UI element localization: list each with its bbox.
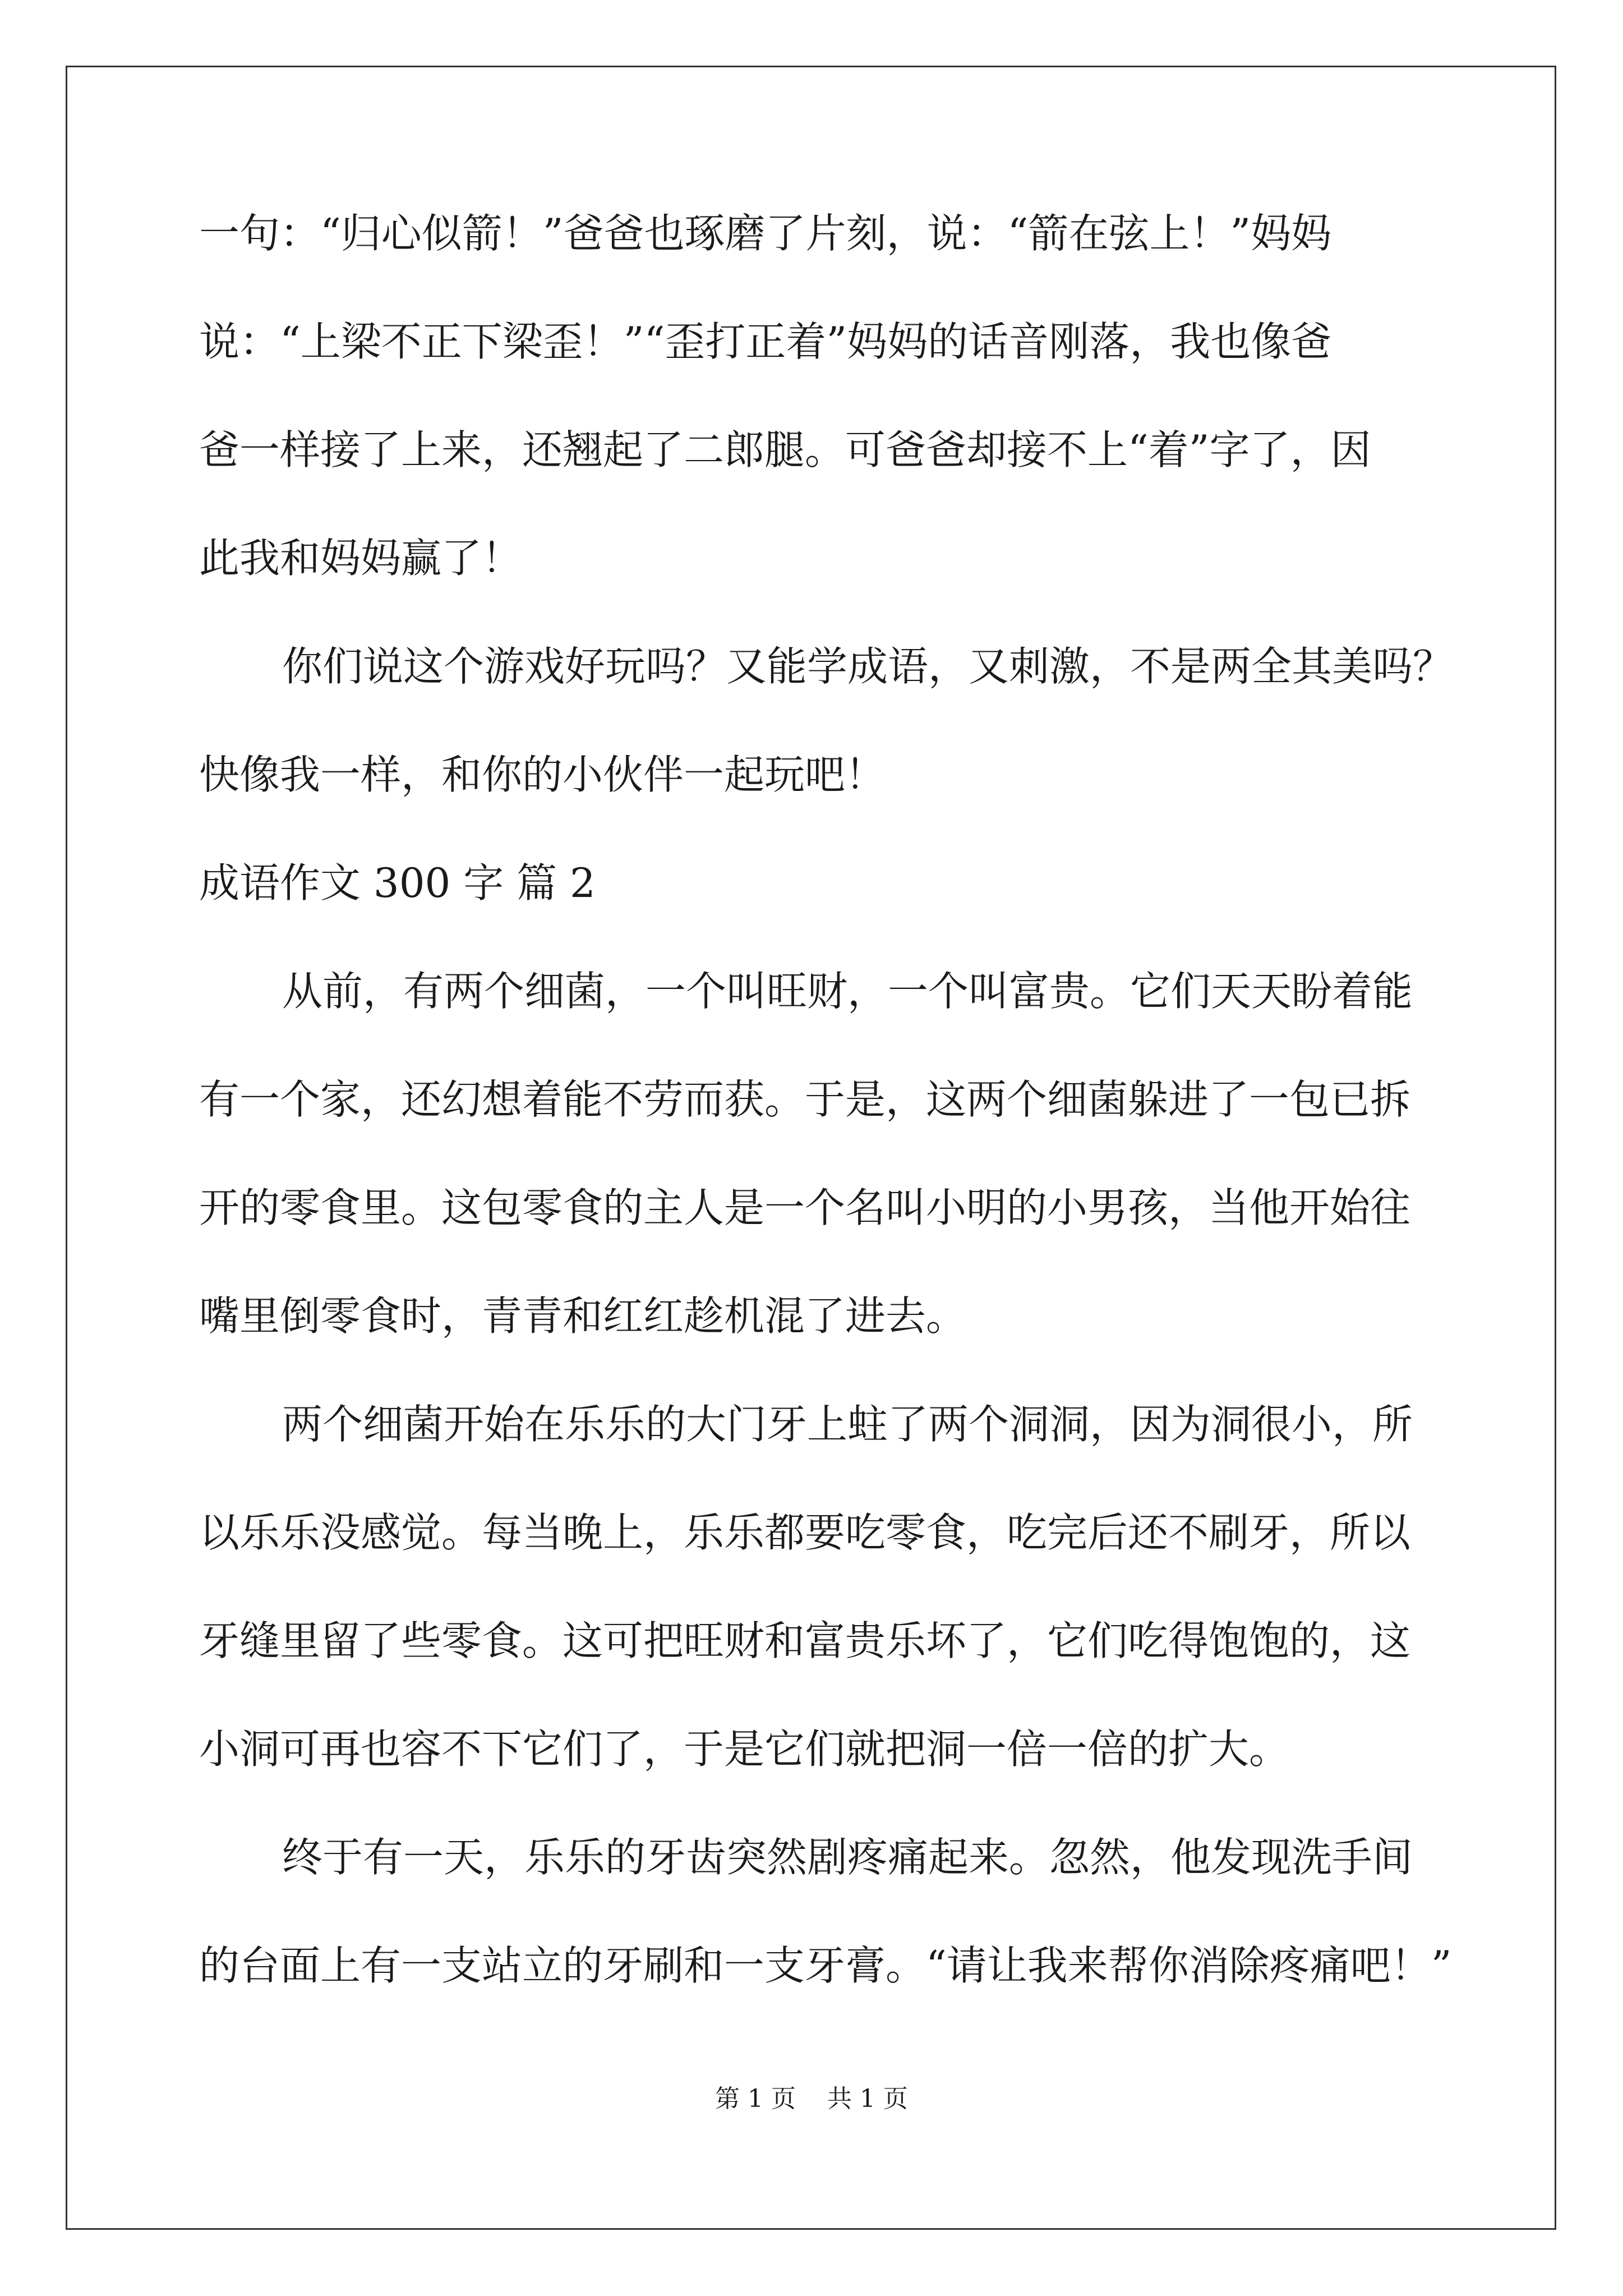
text-line: 从前，有两个细菌，一个叫旺财，一个叫富贵。它们天天盼着能 [282,968,1413,1015]
text-line: 牙缝里留了些零食。这可把旺财和富贵乐坏了，它们吃得饱饱的，这 [199,1617,1411,1664]
text-line: 嘴里倒零食时，青青和红红趁机混了进去。 [199,1292,967,1340]
text-line: 你们说这个游戏好玩吗？又能学成语，又刺激，不是两全其美吗？ [282,643,1454,690]
text-line: 有一个家，还幻想着能不劳而获。于是，这两个细菌躲进了一包已拆 [199,1076,1411,1123]
text-line: 小洞可再也容不下它们了，于是它们就把洞一倍一倍的扩大。 [199,1726,1290,1773]
text-line: 一句：“归心似箭！”爸爸也琢磨了片刻，说：“箭在弦上！”妈妈 [199,210,1332,257]
page-footer: 第 1 页 共 1 页 [715,2085,908,2113]
text-line: 此我和妈妈赢了！ [199,535,523,582]
text-line: 的台面上有一支站立的牙刷和一支牙膏。“请让我来帮你消除疼痛吧！” [199,1942,1452,1989]
text-line: 说：“上梁不正下梁歪！”“歪打正着”妈妈的话音刚落，我也像爸 [199,318,1332,365]
text-line: 终于有一天，乐乐的牙齿突然剧疼痛起来。忽然，他发现洗手间 [282,1834,1413,1881]
text-line: 开的零食里。这包零食的主人是一个名叫小明的小男孩，当他开始往 [199,1184,1411,1231]
text-line: 以乐乐没感觉。每当晚上，乐乐都要吃零食，吃完后还不刷牙，所以 [199,1509,1411,1556]
page-border [66,66,1556,2230]
text-line: 爸一样接了上来，还翘起了二郎腿。可爸爸却接不上“着”字了，因 [199,426,1371,473]
text-line: 两个细菌开始在乐乐的大门牙上蛀了两个洞洞，因为洞很小，所 [282,1401,1413,1448]
text-line: 快像我一样，和你的小伙伴一起玩吧！ [199,751,886,798]
section-heading: 成语作文 300 字 篇 2 [199,859,596,907]
